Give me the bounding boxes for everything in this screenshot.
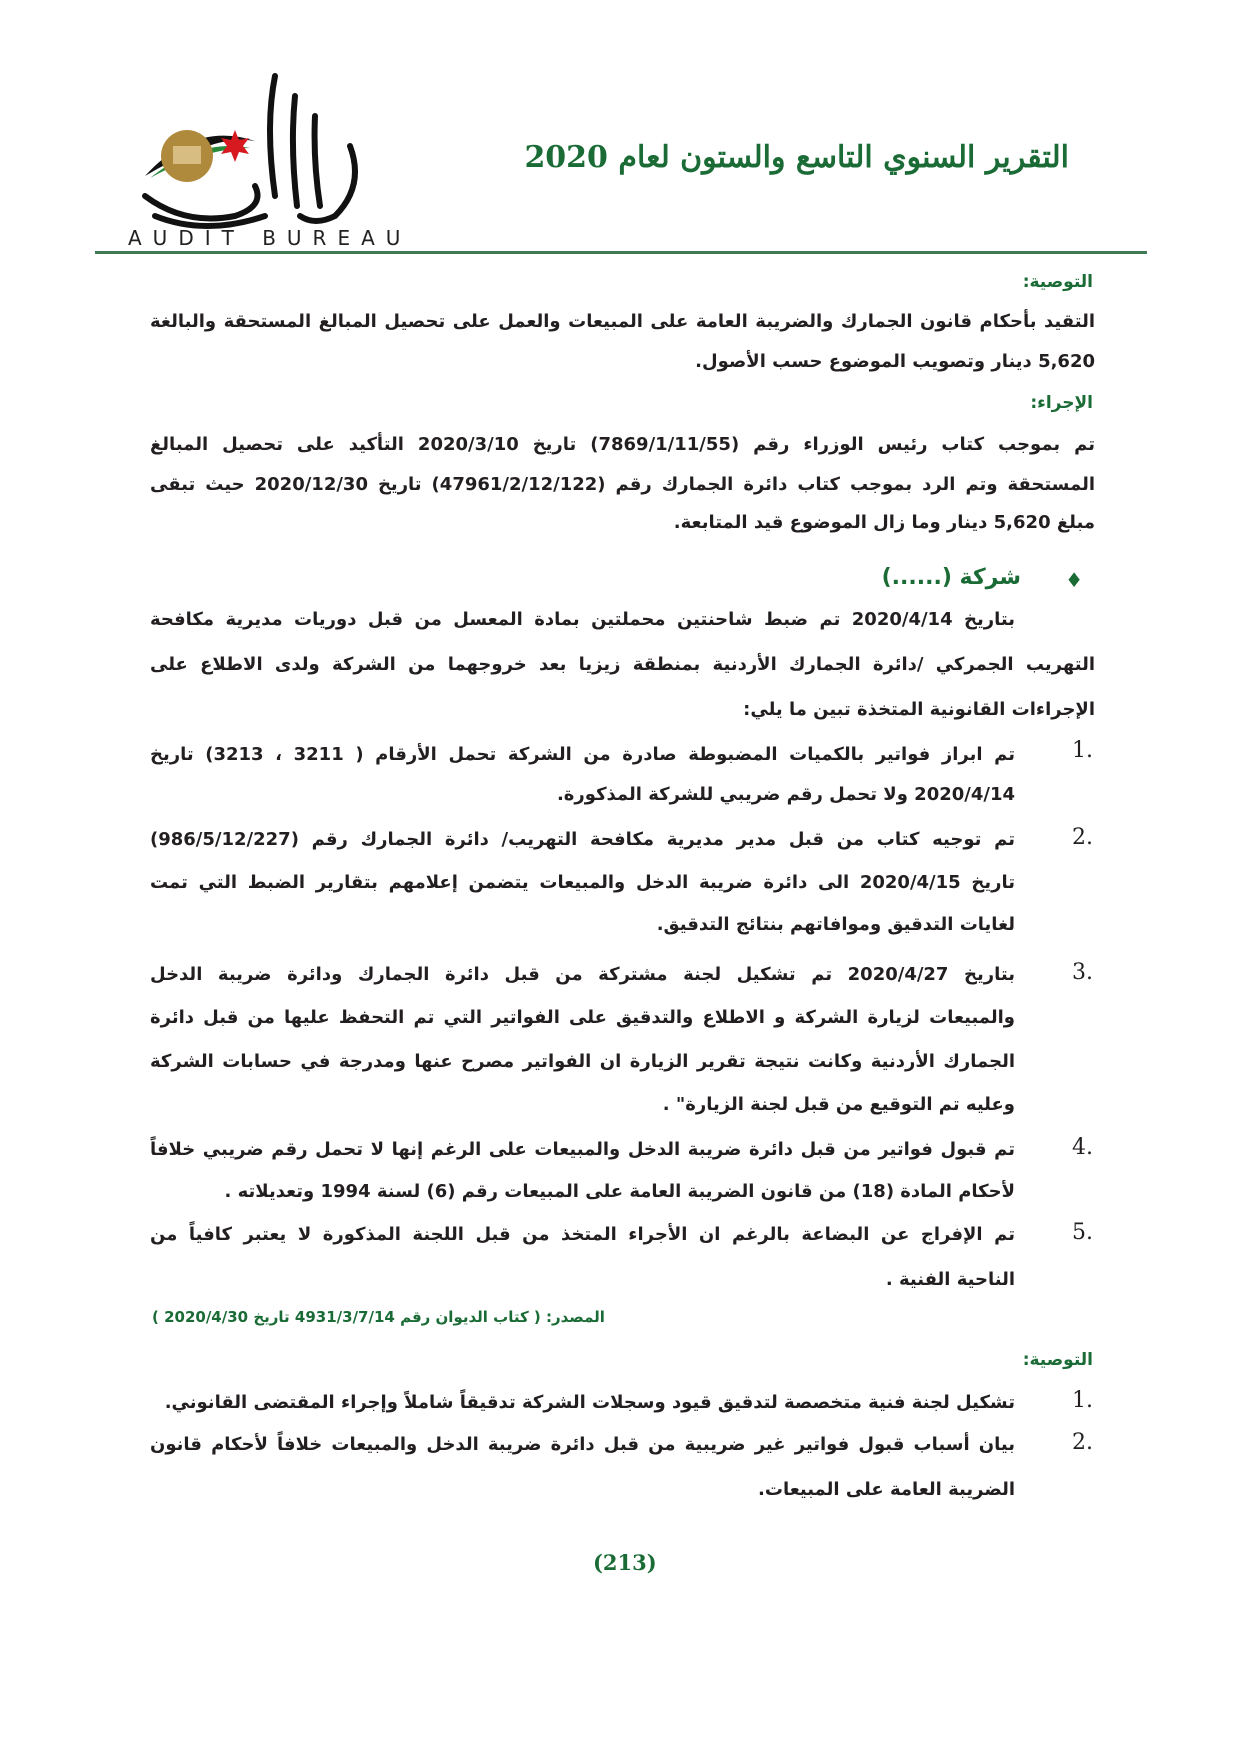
item-number: 5. [1072,1220,1093,1245]
action-line: المستحقة وتم الرد بموجب كتاب دائرة الجمارك رقم (47961/2/12/122) تاريخ 2020/12/30 حيث تبقى [150,474,1095,495]
item-line: تم قبول فواتير من قبل دائرة ضريبة الدخل والمبيعات على الرغم إنها لا تحمل رقم ضريبي خلافاً [150,1139,1015,1160]
recommendation-line: 5,620 دينار وتصويب الموضوع حسب الأصول. [695,351,1095,372]
action-heading: الإجراء: [1030,393,1093,413]
item-line: تم ابراز فواتير بالكميات المضبوطة صادرة من الشركة تحمل الأرقام ( 3211 ، 3213) تاريخ [150,744,1016,765]
recommendation-number: 2. [1072,1430,1093,1455]
diamond-bullet-icon: ♦ [1065,568,1083,592]
item-line: 2020/4/14 ولا تحمل رقم ضريبي للشركة المذكورة. [556,784,1015,805]
recommendation-line: تشكيل لجنة فنية متخصصة لتدقيق قيود وسجلات الشركة تدقيقاً شاملاً وإجراء المقتضى القانوني. [164,1392,1015,1413]
item-number: 4. [1072,1135,1093,1160]
header-divider [95,251,1147,254]
source-reference: المصدر: ( كتاب الديوان رقم 4931/3/7/14 تاريخ 2020/4/30 ) [152,1308,605,1326]
item-line: تاريخ 2020/4/15 الى دائرة ضريبة الدخل والمبيعات يتضمن إعلامهم بتقارير الضبط التي تمت [150,872,1015,893]
intro-line: التهريب الجمركي /دائرة الجمارك الأردنية بمنطقة زيزيا بعد خروجهما من الشركة ولدى الاطلاع على [150,654,1095,675]
logo-english-text: AUDIT BUREAU [128,226,412,250]
item-line: لأحكام المادة (18) من قانون الضريبة العامة على المبيعات رقم (6) لسنة 1994 وتعديلاته . [224,1181,1015,1202]
item-number: 2. [1072,825,1093,850]
item-line: الناحية الفنية . [885,1269,1015,1290]
recommendation-line: التقيد بأحكام قانون الجمارك والضريبة العامة على المبيعات والعمل على تحصيل المبالغ المستحقة والبالغة [150,311,1095,332]
action-line: مبلغ 5,620 دينار وما زال الموضوع قيد المتابعة. [673,512,1095,533]
item-number: 3. [1072,960,1093,985]
recommendation-line: الضريبة العامة على المبيعات. [758,1479,1015,1500]
star-icon [221,130,249,162]
recommendation-line: بيان أسباب قبول فواتير غير ضريبية من قبل دائرة ضريبة الدخل والمبيعات خلافاً لأحكام قانون [150,1434,1015,1455]
recommendation-heading: التوصية: [1022,1350,1093,1370]
recommendation-heading: التوصية: [1022,272,1093,292]
item-line: تم الإفراج عن البضاعة بالرغم ان الأجراء المتخذ من قبل اللجنة المذكورة لا يعتبر كافياً من [150,1224,1015,1245]
item-line: وعليه تم التوقيع من قبل لجنة الزيارة" . [662,1094,1015,1115]
company-heading: شركة (......) [881,565,1021,590]
intro-line: الإجراءات القانونية المتخذة تبين ما يلي: [743,699,1095,720]
item-line: لغايات التدقيق وموافاتهم بنتائج التدقيق. [656,914,1015,935]
item-line: والمبيعات لزيارة الشركة و الاطلاع والتدقيق على الفواتير التي تم التحفظ عليها من قبل دائرة [150,1007,1015,1028]
item-line: بتاريخ 2020/4/27 تم تشكيل لجنة مشتركة من قبل دائرة الجمارك ودائرة ضريبة الدخل [150,964,1015,985]
report-title: التقرير السنوي التاسع والستون لعام 2020 [524,140,1069,175]
intro-line: بتاريخ 2020/4/14 تم ضبط شاحنتين محملتين بمادة المعسل من قبل دوريات مديرية مكافحة [150,609,1015,630]
action-line: تم بموجب كتاب رئيس الوزراء رقم (7869/1/11/55) تاريخ 2020/3/10 التأكيد على تحصيل المبالغ [150,434,1095,455]
item-line: الجمارك الأردنية وكانت نتيجة تقرير الزيارة ان الفواتير مصرح عنها ومدرجة في حسابات الشركة [150,1051,1015,1072]
item-line: تم توجيه كتاب من قبل مدير مديرية مكافحة التهريب/ دائرة الجمارك رقم (986/5/12/227) [150,829,1015,850]
item-number: 1. [1072,738,1093,763]
page-number: (213) [593,1550,657,1575]
recommendation-number: 1. [1072,1388,1093,1413]
